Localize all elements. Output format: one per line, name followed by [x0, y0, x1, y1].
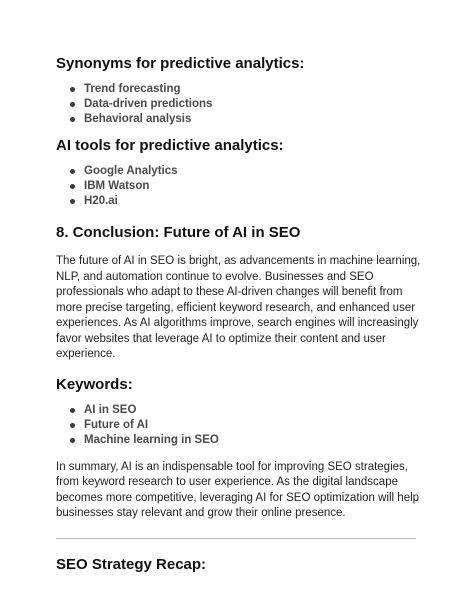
list-item: Behavioral analysis [56, 112, 424, 127]
document-page [56, 50, 424, 577]
section-divider [56, 538, 416, 539]
tools-heading: AI tools for predictive analytics: [56, 137, 284, 154]
keywords-heading: Keywords: [56, 375, 133, 393]
list-item: IBM Watson [56, 179, 424, 194]
list-item: Data-driven predictions [56, 97, 424, 112]
list-item: Machine learning in SEO [56, 433, 424, 448]
tools-list [56, 164, 424, 209]
conclusion-paragraph: The future of AI in SEO is bright, as advancements in machine learning, NLP, and automation continue to evolve. Businesses and SEO professionals who adapt to these AI-driven changes will benefit from more precise targeting, efficient keyword research, and enhanced user experiences. As AI algorithms improve, search engines will increasingly favor websites that leverage AI to optimize their content and user experience. [56, 255, 421, 360]
summary-paragraph: In summary, AI is an indispensable tool for improving SEO strategies, from keyword research to user experience. As the digital landscape becomes more competitive, leveraging AI for SEO optimization will help businesses stay relevant and grow their online presence. [56, 460, 420, 519]
synonyms-list [56, 82, 424, 127]
list-item: Trend forecasting [56, 82, 424, 97]
recap-heading: SEO Strategy Recap: [56, 555, 207, 573]
keywords-list [56, 403, 424, 448]
list-item: AI in SEO [56, 403, 424, 418]
synonyms-heading: Synonyms for predictive analytics: [56, 55, 305, 72]
list-item: Google Analytics [56, 164, 424, 179]
conclusion-heading: 8. Conclusion: Future of AI in SEO [56, 224, 301, 241]
list-item: H20.ai [56, 194, 424, 209]
list-item: Future of AI [56, 418, 424, 433]
